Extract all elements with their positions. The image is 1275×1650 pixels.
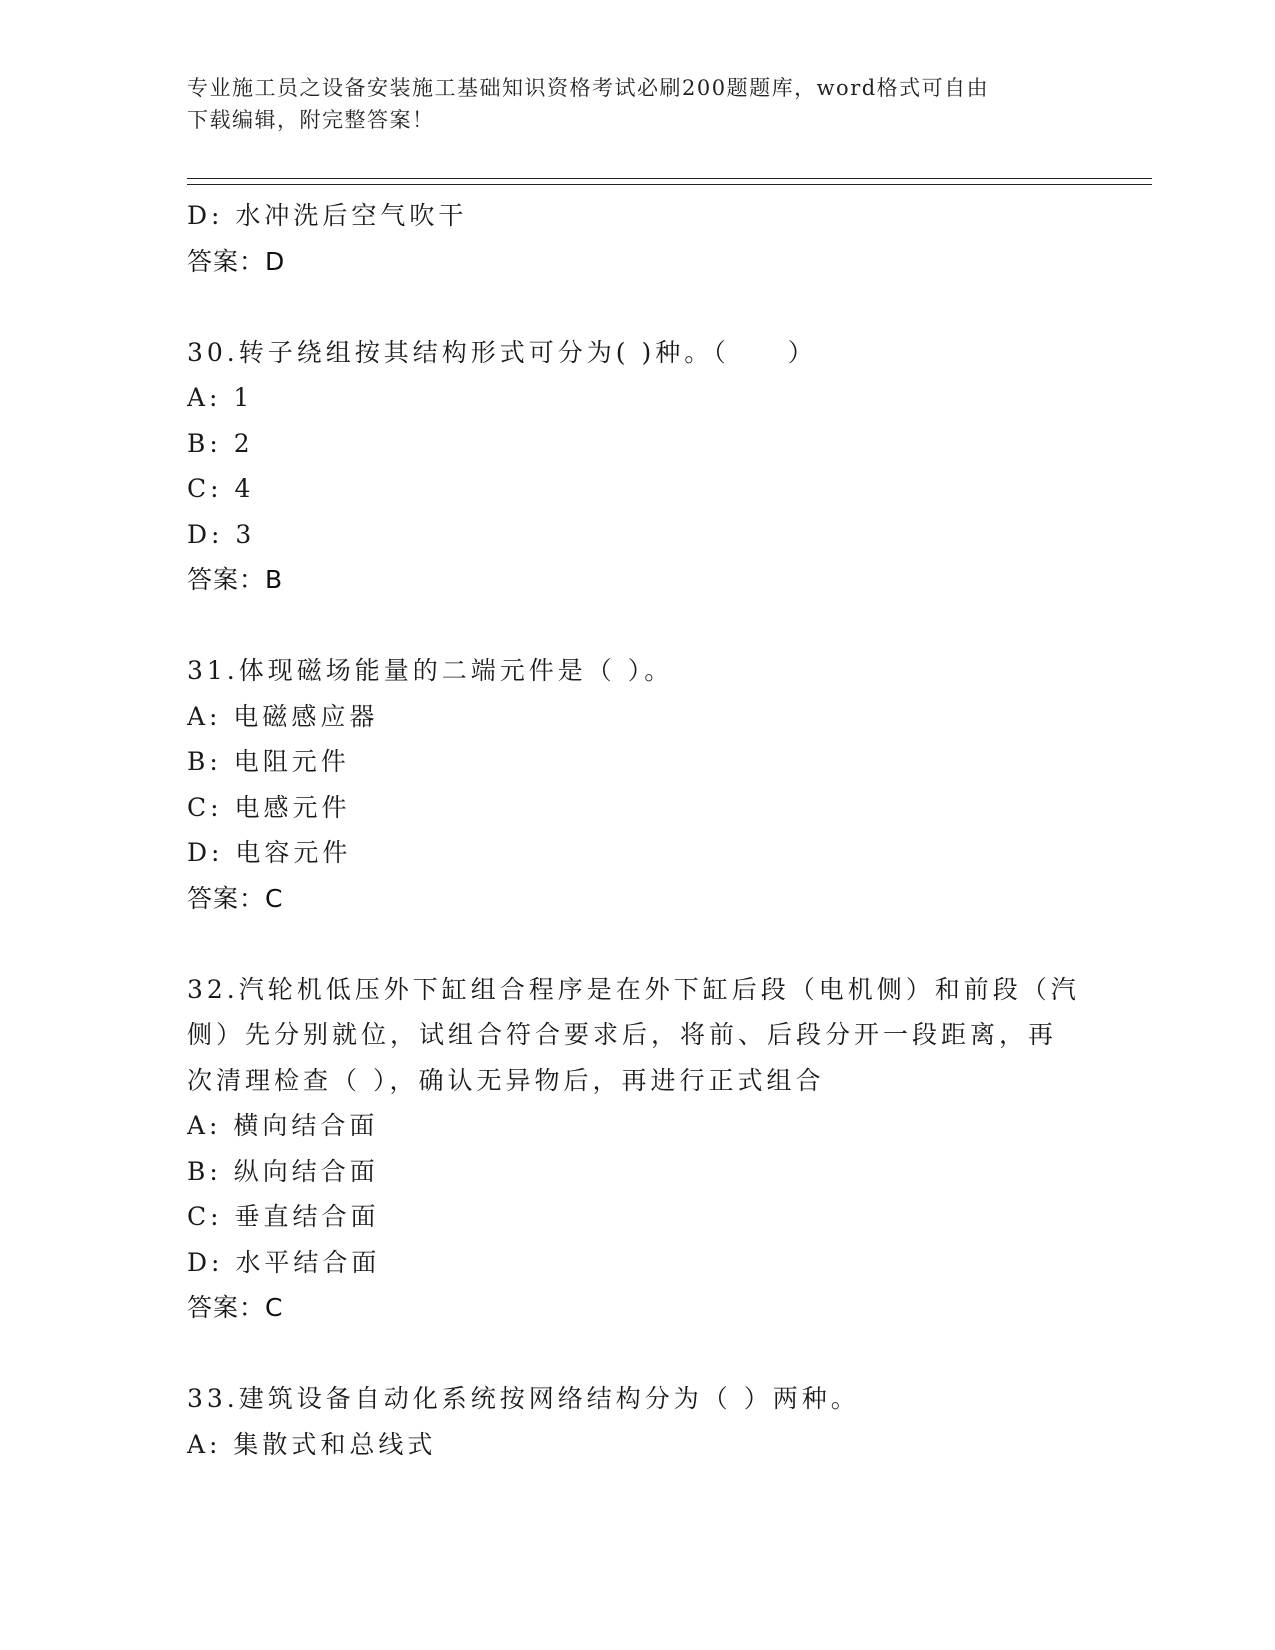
option-d: D: 水冲洗后空气吹干 — [187, 201, 468, 230]
option-a: A: 1 — [187, 383, 254, 412]
document-header — [187, 72, 1087, 136]
question-30 — [187, 330, 1087, 603]
question-stem-line-1: 32.汽轮机低压外下缸组合程序是在外下缸后段（电机侧）和前段（汽 — [187, 974, 1080, 1004]
option-b: B: 电阻元件 — [187, 747, 350, 776]
option-d: D: 水平结合面 — [187, 1247, 381, 1277]
header-line-2: 下载编辑，附完整答案！ — [187, 108, 435, 132]
spacer — [187, 1331, 1087, 1377]
option-c: C: 电感元件 — [187, 792, 351, 822]
question-stem-line-2: 侧）先分别就位，试组合符合要求后，将前、后段分开一段距离，再 — [187, 1020, 1058, 1049]
question-32 — [187, 967, 1087, 1331]
option-b: B: 纵向结合面 — [187, 1156, 379, 1186]
question-stem: 31.体现磁场能量的二端元件是（ ）。 — [187, 656, 674, 685]
option-c: C: 4 — [187, 474, 255, 503]
option-a: A: 集散式和总线式 — [187, 1429, 437, 1459]
option-c: C: 垂直结合面 — [187, 1202, 380, 1231]
spacer — [187, 603, 1087, 649]
header-divider-top — [187, 178, 1152, 179]
question-stem-line-3: 次清理检查（ ），确认无异物后，再进行正式组合 — [187, 1065, 825, 1095]
answer-line: 答案：B — [187, 565, 284, 594]
spacer — [187, 921, 1087, 967]
continued-question — [187, 193, 1087, 284]
option-a: A: 电磁感应器 — [187, 701, 379, 731]
question-33 — [187, 1376, 1087, 1467]
option-d: D: 3 — [187, 519, 256, 549]
option-a: A: 横向结合面 — [187, 1111, 379, 1140]
question-stem: 30.转子绕组按其结构形式可分为( )种。（ ） — [187, 337, 817, 367]
answer-line: 答案：C — [187, 883, 284, 913]
question-stem: 33.建筑设备自动化系统按网络结构分为（ ）两种。 — [187, 1384, 860, 1413]
header-divider-bottom — [187, 184, 1152, 185]
answer-line: 答案：D — [187, 246, 286, 276]
question-31 — [187, 648, 1087, 921]
question-list — [187, 193, 1087, 1467]
spacer — [187, 284, 1087, 330]
option-b: B: 2 — [187, 428, 254, 458]
option-d: D: 电容元件 — [187, 838, 352, 867]
header-line-1: 专业施工员之设备安装施工基础知识资格考试必刷200题题库，word格式可自由 — [187, 76, 990, 100]
answer-line: 答案：C — [187, 1293, 284, 1322]
